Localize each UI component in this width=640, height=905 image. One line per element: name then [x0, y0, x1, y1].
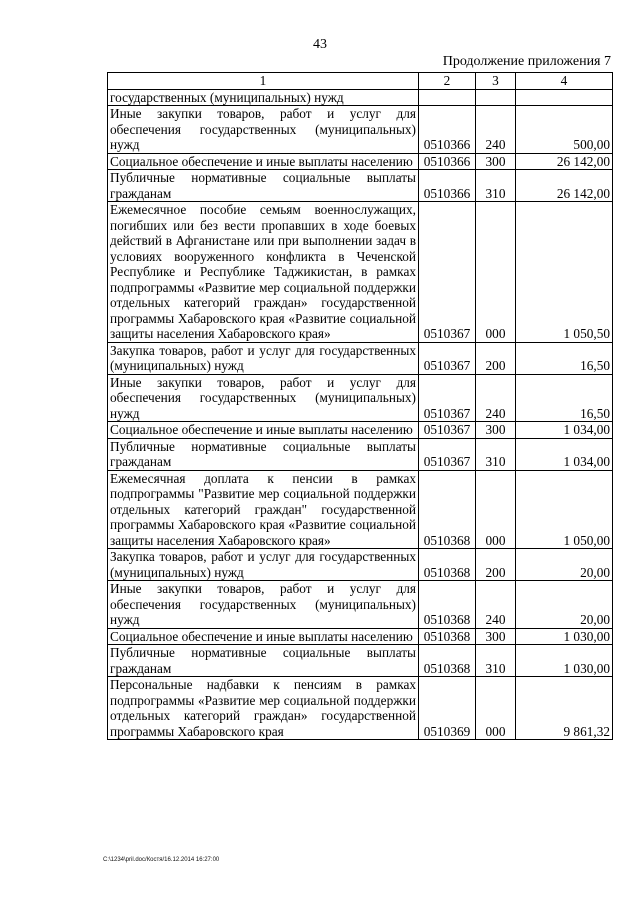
target-article-code: 0510367	[419, 342, 476, 374]
row-amount: 26 142,00	[516, 170, 613, 202]
target-article-code: 0510366	[419, 106, 476, 154]
row-amount: 9 861,32	[516, 677, 613, 740]
table-row	[108, 422, 613, 439]
target-article-code: 0510368	[419, 645, 476, 677]
row-description: Персональные надбавки к пенсиям в рамках подпрограммы «Развитие мер социальной поддержки отдельных категорий граждан» государственной программы Хабаровского края	[108, 677, 419, 740]
target-article-code: 0510367	[419, 202, 476, 343]
target-article-code: 0510366	[419, 153, 476, 170]
column-header: 1	[108, 73, 419, 90]
table-row	[108, 581, 613, 629]
row-description: Закупка товаров, работ и услуг для государственных (муниципальных) нужд	[108, 549, 419, 581]
row-description: Иные закупки товаров, работ и услуг для обеспечения государственных (муниципальных) нужд	[108, 581, 419, 629]
row-amount: 16,50	[516, 342, 613, 374]
table-row	[108, 342, 613, 374]
table-row	[108, 106, 613, 154]
budget-table	[107, 72, 613, 740]
expense-type-code: 310	[476, 645, 516, 677]
row-amount: 1 050,00	[516, 470, 613, 549]
appendix-continuation-label: Продолжение приложения 7	[442, 54, 611, 69]
row-description: Иные закупки товаров, работ и услуг для обеспечения государственных (муниципальных) нужд	[108, 374, 419, 422]
target-article-code: 0510366	[419, 170, 476, 202]
row-description: Социальное обеспечение и иные выплаты населению	[108, 153, 419, 170]
column-header: 2	[419, 73, 476, 90]
table-row	[108, 677, 613, 740]
row-description: Публичные нормативные социальные выплаты гражданам	[108, 170, 419, 202]
row-description: государственных (муниципальных) нужд	[108, 89, 419, 106]
row-amount: 1 030,00	[516, 645, 613, 677]
expense-type-code: 240	[476, 374, 516, 422]
column-header: 3	[476, 73, 516, 90]
target-article-code: 0510368	[419, 470, 476, 549]
row-description: Ежемесячная доплата к пенсии в рамках подпрограммы "Развитие мер социальной поддержки отдельных категорий граждан" государственной программы Хабаровского края «Развитие социальной защиты населения Хабаровского края»	[108, 470, 419, 549]
target-article-code: 0510367	[419, 438, 476, 470]
expense-type-code	[476, 89, 516, 106]
expense-type-code: 300	[476, 422, 516, 439]
row-description: Социальное обеспечение и иные выплаты населению	[108, 628, 419, 645]
target-article-code: 0510367	[419, 374, 476, 422]
row-description: Иные закупки товаров, работ и услуг для обеспечения государственных (муниципальных) нужд	[108, 106, 419, 154]
expense-type-code: 000	[476, 677, 516, 740]
target-article-code: 0510367	[419, 422, 476, 439]
table-row	[108, 170, 613, 202]
table-row	[108, 202, 613, 343]
table-row	[108, 438, 613, 470]
row-amount	[516, 89, 613, 106]
table-row	[108, 549, 613, 581]
file-path-footer: C:\1234\pril.doc/Костя/16.12.2014 16:27:00	[103, 857, 220, 863]
row-amount: 1 050,50	[516, 202, 613, 343]
expense-type-code: 300	[476, 153, 516, 170]
row-amount: 1 034,00	[516, 438, 613, 470]
row-description: Ежемесячное пособие семьям военнослужащих, погибших или без вести пропавших в ходе боевых действий в Афганистане или при выполнении задач в условиях вооруженного конфликта в Чеченской Республике и Республике Таджикистан, в рамках подпрограммы «Развитие мер социальной поддержки отдельных категорий граждан» государственной программы Хабаровского края «Развитие социальной защиты населения Хабаровского края»	[108, 202, 419, 343]
table-row	[108, 645, 613, 677]
target-article-code: 0510368	[419, 581, 476, 629]
expense-type-code: 240	[476, 106, 516, 154]
row-description: Социальное обеспечение и иные выплаты населению	[108, 422, 419, 439]
expense-type-code: 240	[476, 581, 516, 629]
table-row	[108, 153, 613, 170]
expense-type-code: 310	[476, 170, 516, 202]
expense-type-code: 200	[476, 549, 516, 581]
column-header: 4	[516, 73, 613, 90]
table-row	[108, 374, 613, 422]
table-row	[108, 470, 613, 549]
row-amount: 16,50	[516, 374, 613, 422]
table-row	[108, 628, 613, 645]
target-article-code: 0510369	[419, 677, 476, 740]
target-article-code: 0510368	[419, 628, 476, 645]
expense-type-code: 310	[476, 438, 516, 470]
page-number: 43	[313, 37, 327, 52]
expense-type-code: 000	[476, 202, 516, 343]
row-amount: 20,00	[516, 581, 613, 629]
row-description: Закупка товаров, работ и услуг для государственных (муниципальных) нужд	[108, 342, 419, 374]
row-amount: 1 030,00	[516, 628, 613, 645]
table-header-row	[108, 73, 613, 90]
table-row	[108, 89, 613, 106]
target-article-code	[419, 89, 476, 106]
row-amount: 500,00	[516, 106, 613, 154]
row-amount: 20,00	[516, 549, 613, 581]
expense-type-code: 000	[476, 470, 516, 549]
expense-type-code: 200	[476, 342, 516, 374]
row-amount: 1 034,00	[516, 422, 613, 439]
target-article-code: 0510368	[419, 549, 476, 581]
row-description: Публичные нормативные социальные выплаты гражданам	[108, 645, 419, 677]
row-amount: 26 142,00	[516, 153, 613, 170]
expense-type-code: 300	[476, 628, 516, 645]
row-description: Публичные нормативные социальные выплаты гражданам	[108, 438, 419, 470]
